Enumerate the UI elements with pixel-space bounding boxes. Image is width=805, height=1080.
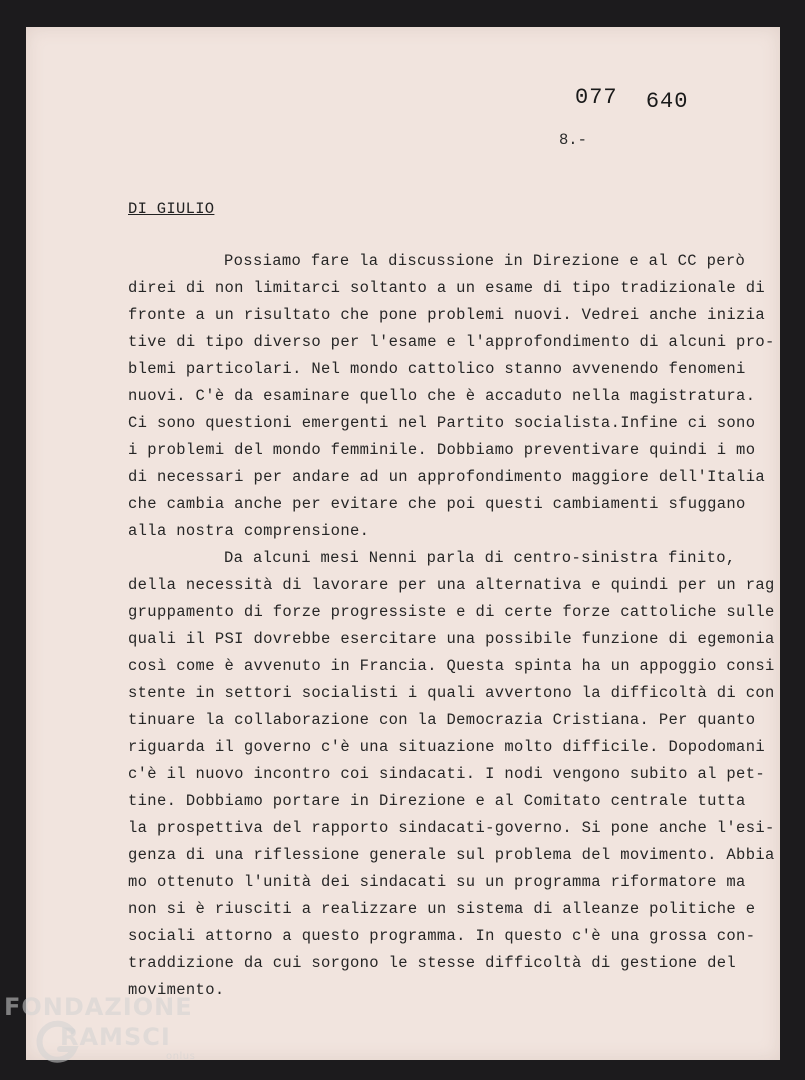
watermark-line2 [34, 1023, 223, 1051]
text-line: genza di una riflessione generale sul problema del movimento. Abbia [128, 846, 775, 864]
text-line: Ci sono questioni emergenti nel Partito socialista.Infine ci sono [128, 414, 756, 432]
text-line: così come è avvenuto in Francia. Questa spinta ha un appoggio consi [128, 657, 775, 675]
text-line: riguarda il governo c'è una situazione molto difficile. Dopodomani [128, 738, 765, 756]
text-line: di necessari per andare ad un approfondimento maggiore dell'Italia [128, 468, 765, 486]
fondazione-gramsci-watermark [4, 993, 196, 1062]
text-line: traddizione da cui sorgono le stesse difficoltà di gestione del [128, 954, 737, 972]
text-line: nuovi. C'è da esaminare quello che è accaduto nella magistratura. [128, 387, 756, 405]
document-page [26, 27, 780, 1060]
text-line: blemi particolari. Nel mondo cattolico stanno avvenendo fenomeni [128, 360, 746, 378]
text-line: tine. Dobbiamo portare in Direzione e al Comitato centrale tutta [128, 792, 746, 810]
text-line: gruppamento di forze progressiste e di certe forze cattoliche sulle [128, 603, 775, 621]
text-line: tinuare la collaborazione con la Democrazia Cristiana. Per quanto [128, 711, 756, 729]
text-line: Possiamo fare la discussione in Direzione e al CC però [224, 252, 746, 270]
text-line: sociali attorno a questo programma. In questo c'è una grossa con- [128, 927, 756, 945]
speaker-heading: DI GIULIO [128, 200, 215, 218]
text-line: che cambia anche per evitare che poi questi cambiamenti sfuggano [128, 495, 746, 513]
text-line: fronte a un risultato che pone problemi nuovi. Vedrei anche inizia [128, 306, 765, 324]
text-line: della necessità di lavorare per una alternativa e quindi per un rag [128, 576, 775, 594]
archive-number-part-b: 640 [645, 89, 689, 114]
watermark-onlus: onlus [166, 1051, 196, 1062]
page-number: 8.- [559, 131, 587, 149]
text-line: la prospettiva del rapporto sindacati-governo. Si pone anche l'esi- [128, 819, 775, 837]
text-line: c'è il nuovo incontro coi sindacati. I nodi vengono subito al pet- [128, 765, 765, 783]
text-line: alla nostra comprensione. [128, 522, 370, 540]
archive-number-part-a: 077 [575, 85, 618, 110]
archive-number [575, 85, 689, 114]
body-text [128, 248, 788, 1004]
text-line: quali il PSI dovrebbe esercitare una possibile funzione di egemonia [128, 630, 775, 648]
watermark-line2-text: RAMSCI [60, 1023, 171, 1051]
watermark-line1: FONDAZIONE [4, 993, 193, 1021]
text-line: tive di tipo diverso per l'esame e l'approfondimento di alcuni pro- [128, 333, 775, 351]
text-line: mo ottenuto l'unità dei sindacati su un programma riformatore ma [128, 873, 746, 891]
text-line: direi di non limitarci soltanto a un esame di tipo tradizionale di [128, 279, 765, 297]
text-line: non si è riusciti a realizzare un sistema di alleanze politiche e [128, 900, 756, 918]
text-line: movimento. [128, 981, 225, 999]
text-line: Da alcuni mesi Nenni parla di centro-sinistra finito, [224, 549, 736, 567]
text-line: i problemi del mondo femminile. Dobbiamo preventivare quindi i mo [128, 441, 756, 459]
text-line: stente in settori socialisti i quali avvertono la difficoltà di con [128, 684, 775, 702]
